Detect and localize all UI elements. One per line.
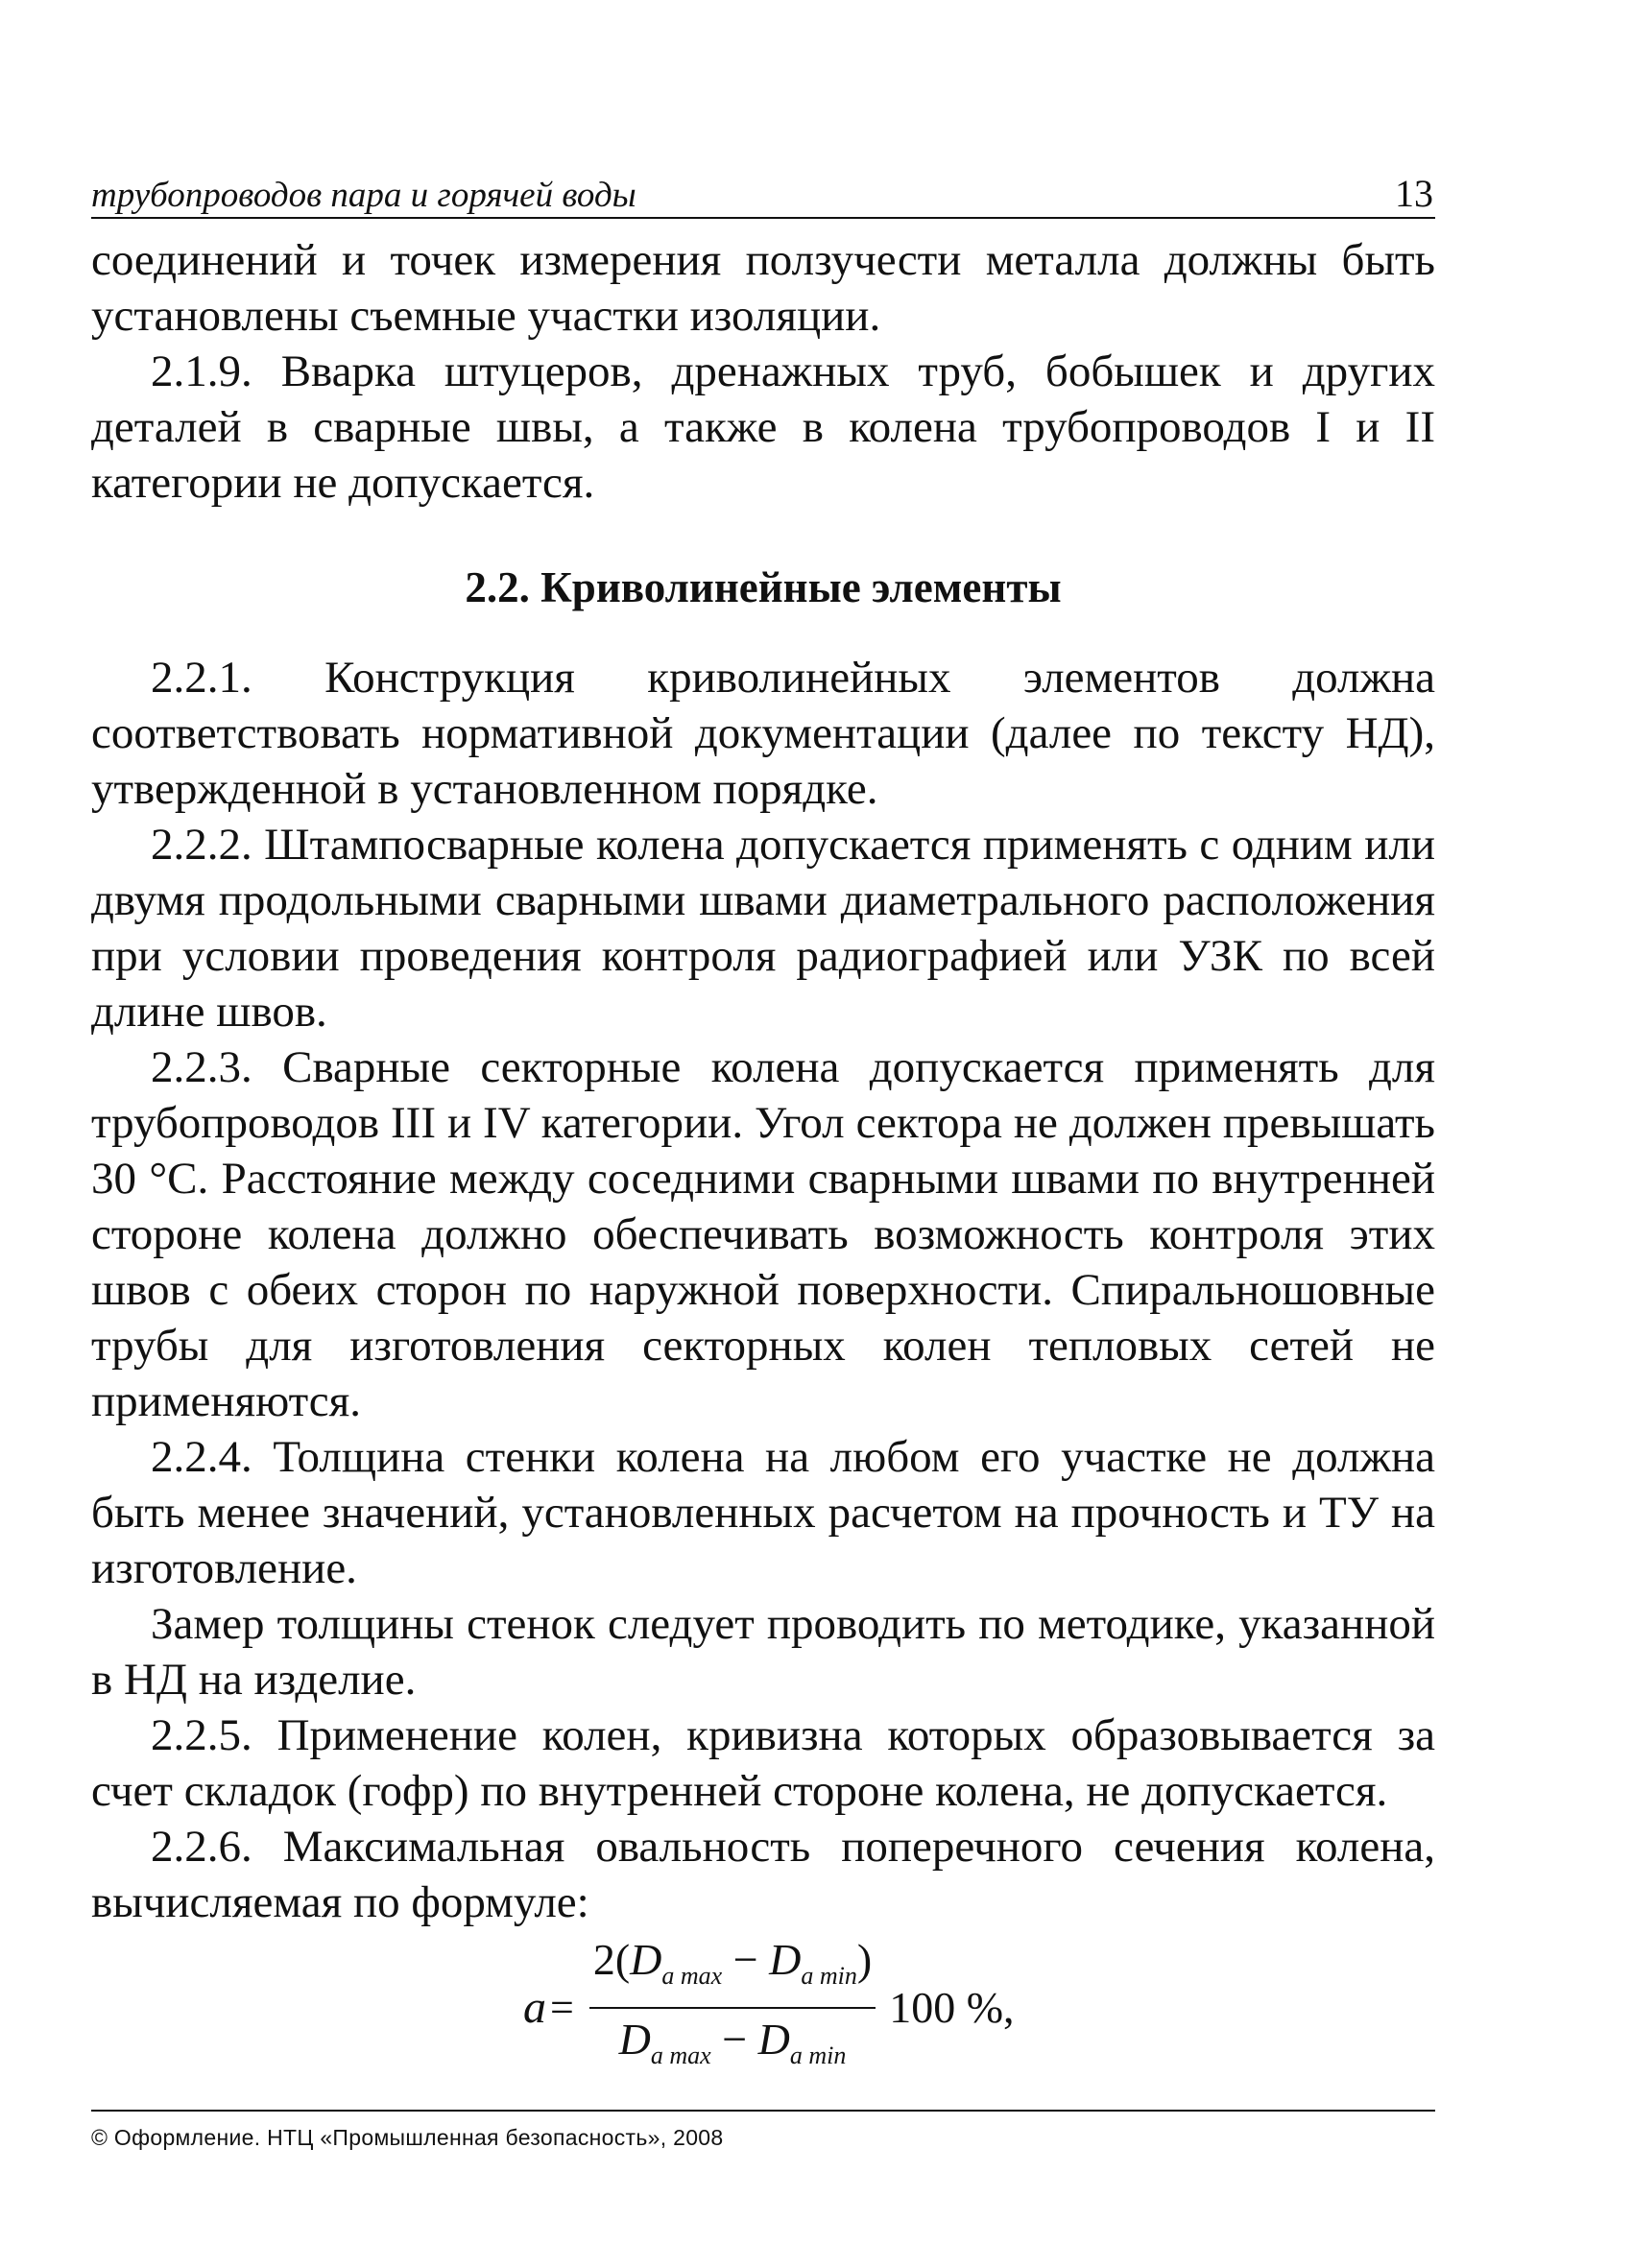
ovality-formula: [91, 1936, 1435, 2080]
paragraph-2-2-3: 2.2.3. Сварные секторные колена допускается применять для трубопроводов III и IV категории. Угол сектора не должен превышать 30 °С. Расстояние между соседними сварными швами по внутренней стороне колена должно обеспечивать возможность контроля этих швов с обеих сторон по наружной поверхности. Спиральношовные трубы для изготовления секторных колен тепловых сетей не применяются.: [91, 1042, 1435, 1426]
body-text: [91, 232, 1435, 2080]
formula-fraction: [589, 1933, 876, 2083]
paragraph-2-1-9: 2.1.9. Вварка штуцеров, дренажных труб, бобышек и других деталей в сварные швы, а также в колена трубопроводов I и II категории не допускается.: [91, 346, 1435, 508]
paragraph-2-2-2: 2.2.2. Штампосварные колена допускается применять с одним или двумя продольными сварными швами диаметрального расположения при условии проведения контроля радиографией или УЗК по всей длине швов.: [91, 820, 1435, 1037]
paragraph-2-2-5: 2.2.5. Применение колен, кривизна которых образовывается за счет складок (гофр) по внутренней стороне колена, не допускается.: [91, 1710, 1435, 1816]
paragraph-2-2-1: 2.2.1. Конструкция криволинейных элементов должна соответствовать нормативной документации (далее по тексту НД), утвержденной в установленном порядке.: [91, 653, 1435, 814]
formula-tail: 100 %,: [889, 1983, 1015, 2032]
fraction-bar: [589, 2007, 876, 2009]
section-heading: 2.2. Криволинейные элементы: [465, 563, 1062, 611]
paragraph-2-2-6: 2.2.6. Максимальная овальность поперечного сечения колена, вычисляемая по формуле:: [91, 1822, 1435, 1927]
formula-lhs: a: [523, 1982, 546, 2033]
document-page: [91, 163, 1435, 2080]
paragraph-continuation: соединений и точек измерения ползучести металла должны быть установлены съемные участки изоляции.: [91, 235, 1435, 341]
paragraph-2-2-4-measurement: Замер толщины стенок следует проводить по методике, указанной в НД на изделие.: [91, 1599, 1435, 1705]
running-header: [91, 163, 1435, 219]
page-footer: [91, 2110, 1435, 2151]
formula-denominator: $D_{a max} - D_{a min}$: [618, 2015, 847, 2069]
paragraph-2-2-4: 2.2.4. Толщина стенки колена на любом его участке не должна быть менее значений, установленных расчетом на прочность и ТУ на изготовление.: [91, 1432, 1435, 1593]
formula-numerator: $2(D_{a max} - D_{a min})$: [592, 1935, 873, 1990]
formula-equals: =: [550, 1984, 574, 2031]
copyright-notice: © Оформление. НТЦ «Промышленная безопасность», 2008: [91, 2125, 724, 2150]
running-title: трубопроводов пара и горячей воды: [91, 176, 636, 215]
page-number: 13: [1395, 172, 1433, 215]
